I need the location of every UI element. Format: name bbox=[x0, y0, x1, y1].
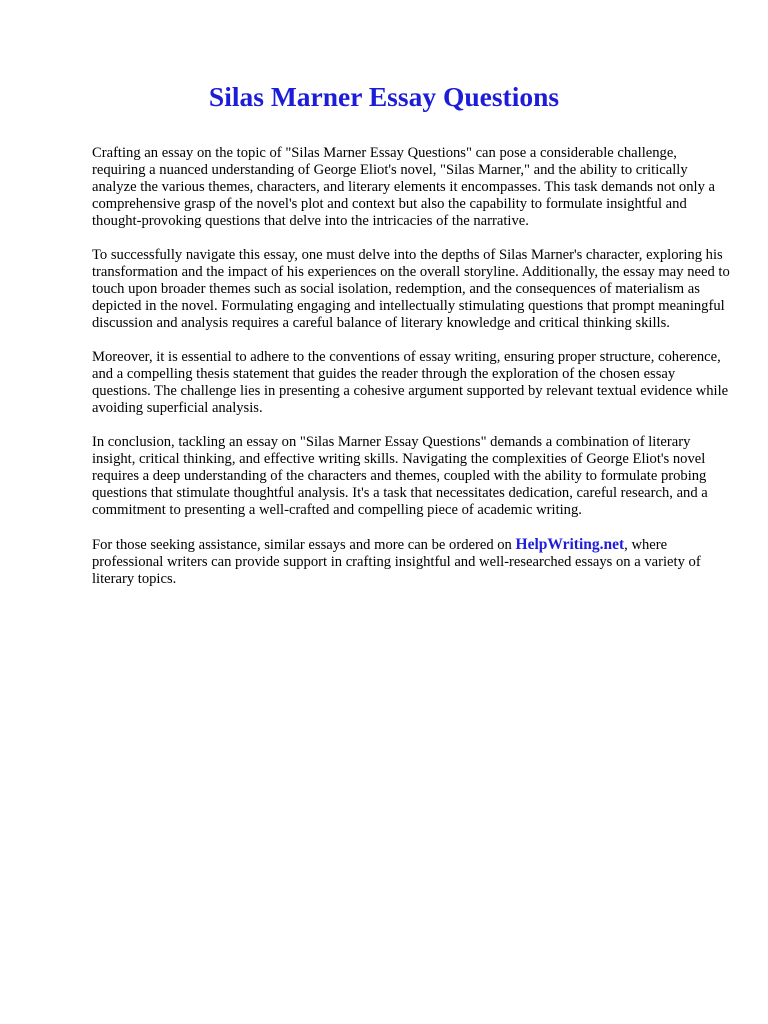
paragraph-1: Crafting an essay on the topic of "Silas Marner Essay Questions" can pose a considerable challenge, requiring a nuanced understanding of George Eliot's novel, "Silas Marner," and the ability to critically analyze the various themes, characters, and literary elements it encompasses. This task demands not only a comprehensive grasp of the novel's plot and context but also the capability to formulate insightful and thought-provoking questions that delve into the intricacies of the narrative. bbox=[92, 145, 716, 229]
paragraph-3: Moreover, it is essential to adhere to the conventions of essay writing, ensuring proper structure, coherence, and a compelling thesis statement that guides the reader through the exploration of the chosen essay questions. The challenge lies in presenting a cohesive argument supported by relevant textual evidence while avoiding superficial analysis. bbox=[92, 349, 729, 416]
helpwriting-link[interactable]: HelpWriting.net bbox=[515, 536, 625, 553]
document-title: Silas Marner Essay Questions bbox=[208, 81, 560, 112]
document-body bbox=[92, 145, 732, 605]
paragraph-5 bbox=[92, 536, 732, 588]
paragraph-5-before-link: For those seeking assistance, similar essays and more can be ordered on bbox=[92, 537, 516, 553]
paragraph-4: In conclusion, tackling an essay on "Silas Marner Essay Questions" demands a combination of literary insight, critical thinking, and effective writing skills. Navigating the complexities of George Eliot's novel requires a deep understanding of the characters and themes, coupled with the ability to formulate probing questions that stimulate thoughtful analysis. It's a task that necessitates dedication, careful research, and a commitment to presenting a well-crafted and compelling piece of academic writing. bbox=[92, 434, 708, 518]
paragraph-2: To successfully navigate this essay, one must delve into the depths of Silas Marner's character, exploring his transformation and the impact of his experiences on the overall storyline. Additionally, the essay may need to touch upon broader themes such as social isolation, redemption, and the consequences of materialism as depicted in the novel. Formulating engaging and intellectually stimulating questions that prompt meaningful discussion and analysis requires a careful balance of literary knowledge and critical thinking skills. bbox=[92, 247, 730, 331]
paragraph-5-after-link: , where professional writers can provide support in crafting insightful and well-researched essays on a variety of literary topics. bbox=[92, 537, 701, 587]
